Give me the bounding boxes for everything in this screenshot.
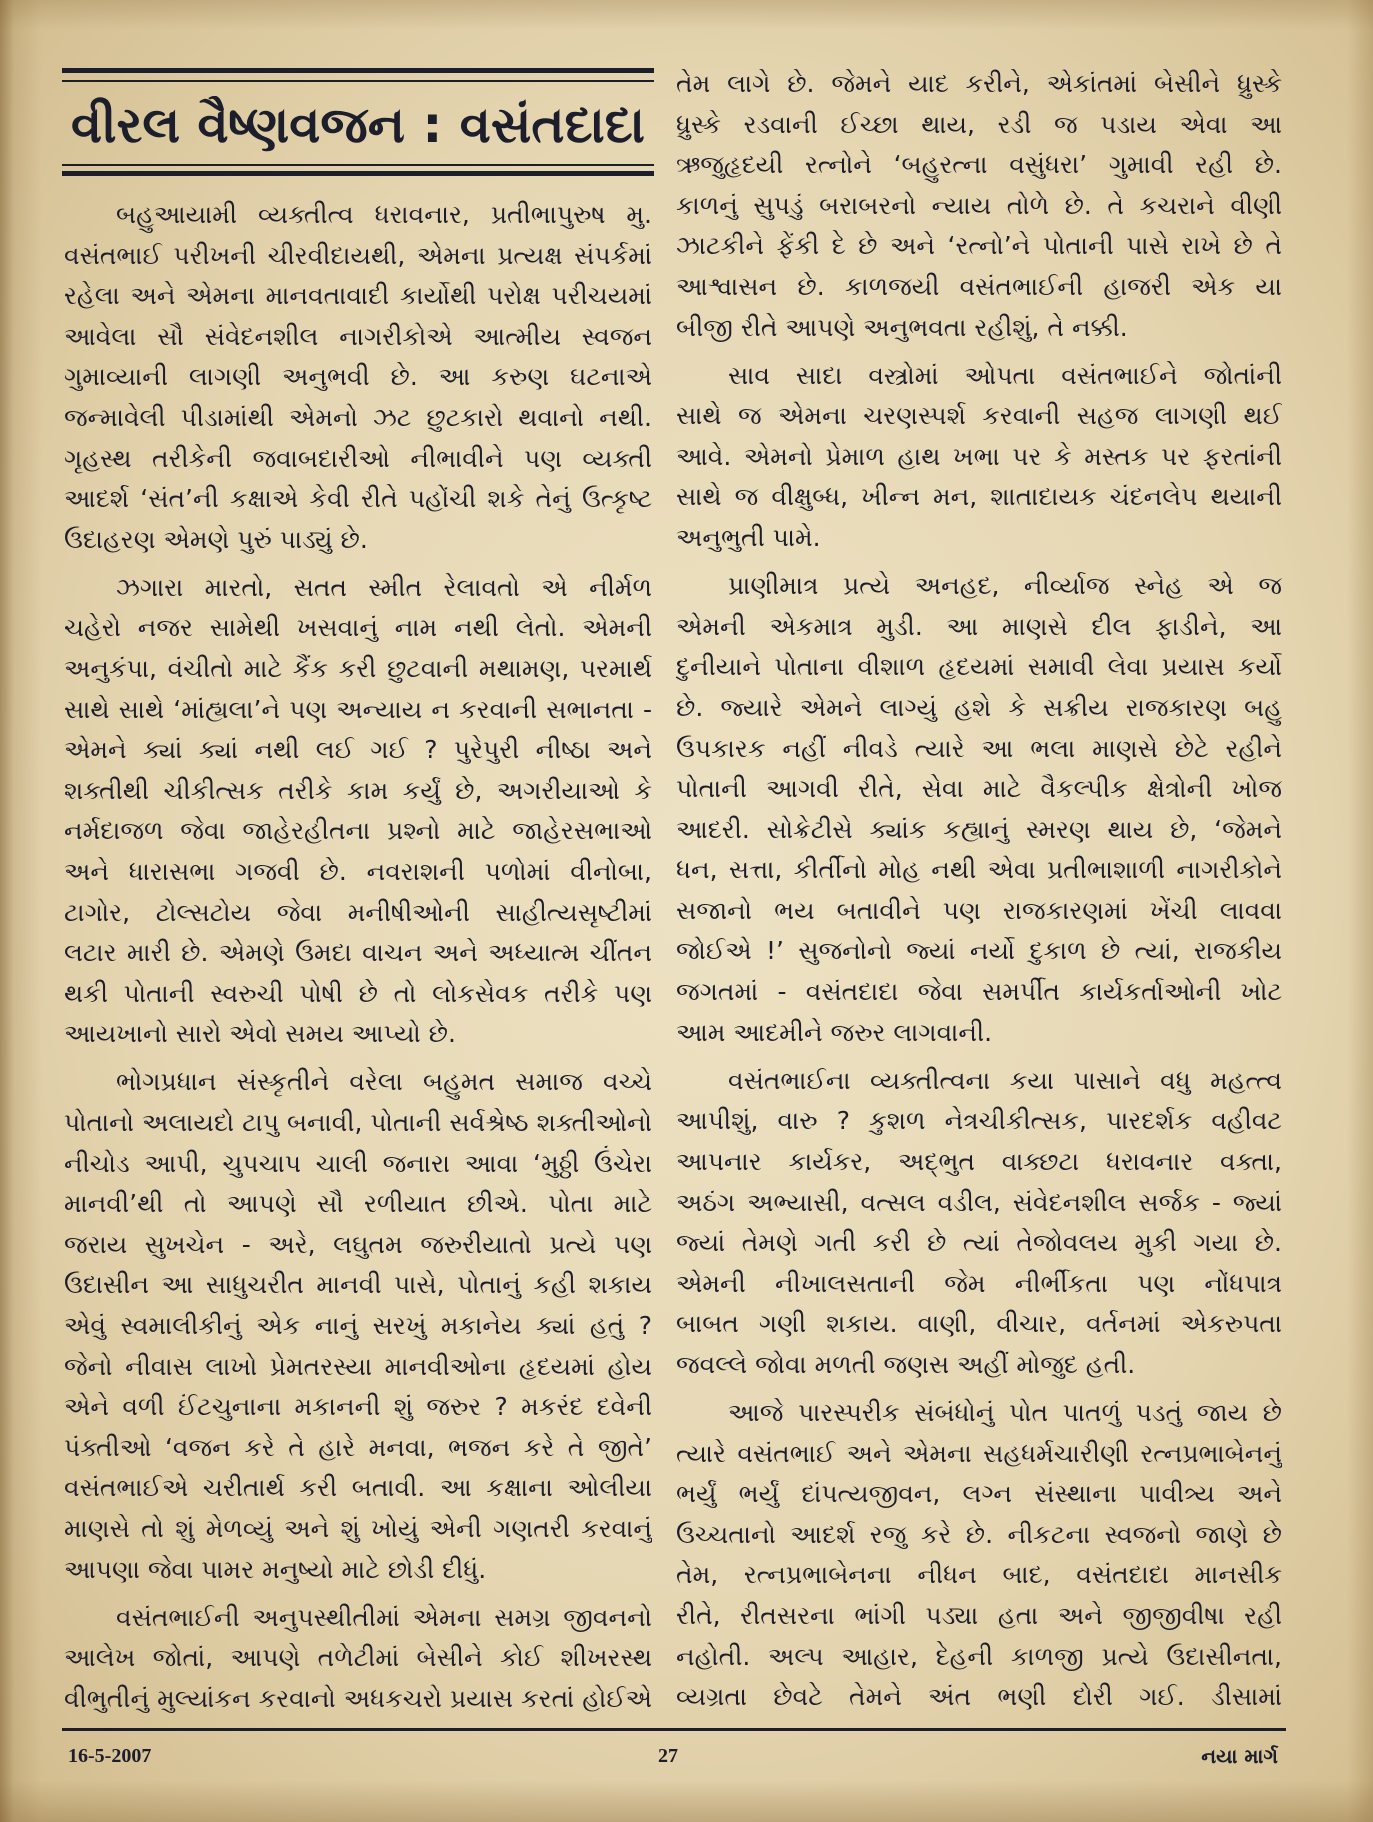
- footer-publication: નયા માર્ગ: [1201, 1744, 1278, 1768]
- text-line: આશ્વાસન છે. કાળજયી વસંતભાઈની હાજરી એક યા: [676, 271, 1282, 301]
- text-line: થકી પોતાની સ્વરુચી પોષી છે તો લોકસેવક તરીકે પણ: [64, 978, 652, 1008]
- text-line: ઝાટકીને ફેંકી દે છે અને ‘રત્નો’ને પોતાની પાસે રાખે છે તે: [676, 231, 1282, 261]
- text-line: રીતે, રીતસરના ભાંગી પડ્યા હતા અને જીજીવીષા રહી: [676, 1600, 1282, 1630]
- text-line: નહોતી. અલ્પ આહાર, દેહની કાળજી પ્રત્યે ઉદાસીનતા,: [676, 1641, 1282, 1671]
- text-line: નર્મદાજળ જેવા જાહેરહીતના પ્રશ્નો માટે જાહેરસભાઓ: [64, 816, 652, 846]
- text-line: સજાનો ભય બતાવીને પણ રાજકારણમાં ખેંચી લાવવા: [676, 895, 1282, 925]
- text-line: ઉચ્ચતાનો આદર્શ રજુ કરે છે. નીકટના સ્વજનો જાણે છે: [676, 1519, 1282, 1549]
- text-line: વસંતભાઈએ ચરીતાર્થ કરી બતાવી. આ કક્ષાના ઓલીયા: [64, 1473, 652, 1503]
- title-rule-bottom-thick: [62, 171, 654, 176]
- title-rule-top-thick: [62, 68, 654, 73]
- footer-page-number: 27: [658, 1745, 678, 1767]
- paragraph: [676, 1061, 1282, 1386]
- text-line: જોઈએ !’ સુજનોનો જ્યાં નર્યો દુકાળ છે ત્યાં, રાજકીય: [676, 936, 1282, 966]
- text-line: લટાર મારી છે. એમણે ઉમદા વાચન અને અધ્યાત્મ ચીંતન: [64, 938, 652, 968]
- text-line: ગૃહસ્થ તરીકેની જવાબદારીઓ નીભાવીને પણ વ્યક્તી: [64, 443, 652, 473]
- text-line: અનુકંપા, વંચીતો માટે કૈંક કરી છુટવાની મથામણ, પરમાર્થ: [64, 654, 652, 684]
- text-line: સાથે જ એમના ચરણસ્પર્શ કરવાની સહજ લાગણી થઈ: [676, 401, 1282, 431]
- paragraph: [676, 566, 1282, 1053]
- text-line: પોતાનો અલાયદો ટાપુ બનાવી, પોતાની સર્વશ્રેષ્ઠ શક્તીઓનો: [64, 1108, 652, 1138]
- text-line: પોતાની આગવી રીતે, સેવા માટે વૈકલ્પીક ક્ષેત્રોની ખોજ: [676, 774, 1282, 804]
- text-line: આવે. એમનો પ્રેમાળ હાથ ખભા પર કે મસ્તક પર ફરતાંની: [676, 441, 1282, 471]
- text-line: એમની એકમાત્ર મુડી. આ માણસે દીલ ફાડીને, આ: [676, 611, 1282, 641]
- paragraph: [676, 356, 1282, 559]
- footer-rule: [62, 1728, 1286, 1731]
- text-line: એમને ક્યાં ક્યાં નથી લઈ ગઈ ? પુરેપુરી નીષ્ઠા અને: [64, 735, 652, 765]
- text-line: વસંતભાઈના વ્યક્તીત્વના કયા પાસાને વધુ મહત્ત્વ: [728, 1065, 1282, 1095]
- text-line: પ્રાણીમાત્ર પ્રત્યે અનહદ, નીર્વ્યાજ સ્નેહ એ જ: [728, 571, 1282, 601]
- text-line: આલેખ જોતાં, આપણે તળેટીમાં બેસીને કોઈ શીખરસ્થ: [64, 1643, 652, 1673]
- text-line: તેમ, રત્નપ્રભાબેનના નીધન બાદ, વસંતદાદા માનસીક: [676, 1560, 1282, 1590]
- text-line: આયખાનો સારો એવો સમય આપ્યો છે.: [64, 1019, 456, 1049]
- text-line: તેમ લાગે છે. જેમને યાદ કરીને, એકાંતમાં બેસીને ધ્રુસ્કે: [676, 69, 1282, 98]
- text-line: ભોગપ્રધાન સંસ્કૃતીને વરેલા બહુમત સમાજ વચ્ચે: [116, 1067, 652, 1097]
- text-line: સાથે જ વીક્ષુબ્ધ, ખીન્ન મન, શાતાદાયક ચંદનલેપ થયાની: [676, 482, 1282, 512]
- text-line: અઠંગ અભ્યાસી, વત્સલ વડીલ, સંવેદનશીલ સર્જક - જ્યાં: [676, 1187, 1282, 1217]
- text-line: રહેલા અને એમના માનવતાવાદી કાર્યોથી પરોક્ષ પરીચયમાં: [64, 281, 652, 311]
- text-line: આવેલા સૌ સંવેદનશીલ નાગરીકોએ આત્મીય સ્વજન: [64, 321, 652, 351]
- text-line: કાળનું સુપડું બરાબરનો ન્યાય તોળે છે. તે કચરાને વીણી: [676, 190, 1282, 220]
- text-line: બીજી રીતે આપણે અનુભવતા રહીશું, તે નક્કી.: [676, 312, 1128, 342]
- paragraph: [64, 1598, 652, 1720]
- text-line: નીચોડ આપી, ચુપચાપ ચાલી જનારા આવા ‘મુઠ્ઠી ઉંચેરા: [64, 1148, 652, 1178]
- text-line: ભર્યું ભર્યું દાંપત્યજીવન, લગ્ન સંસ્થાના પાવીત્ર્ય અને: [676, 1479, 1282, 1509]
- right-column: [676, 64, 1282, 1718]
- text-line: છે. જ્યારે એમને લાગ્યું હશે કે સક્રીય રાજકારણ બહુ: [676, 692, 1282, 722]
- text-line: વસંતભાઈ પરીખની ચીરવીદાયથી, એમના પ્રત્યક્ષ સંપર્કમાં: [64, 240, 652, 270]
- text-line: આદરી. સોક્રેટીસે ક્યાંક કહ્યાનું સ્મરણ થાય છે, ‘જેમને: [676, 814, 1282, 844]
- text-line: પંક્તીઓ ‘વજન કરે તે હારે મનવા, ભજન કરે તે જીતે’: [64, 1432, 652, 1462]
- text-line: માણસે તો શું મેળવ્યું અને શું ખોયું એની ગણતરી કરવાનું: [64, 1514, 652, 1543]
- article-title: વીરલ વૈષ્ણવજન : વસંતદાદા: [71, 96, 645, 154]
- paragraph: [676, 64, 1282, 348]
- text-line: ધન, સત્તા, કીર્તીનો મોહ નથી એવા પ્રતીભાશાળી નાગરીકોને: [676, 855, 1282, 885]
- text-line: અને ધારાસભા ગજવી છે. નવરાશની પળોમાં વીનોબા,: [64, 857, 652, 886]
- text-line: જવલ્લે જોવા મળતી જણસ અહીં મોજુદ હતી.: [676, 1349, 1136, 1379]
- text-line: એમની નીખાલસતાની જેમ નીર્ભીકતા પણ નોંધપાત્ર: [676, 1268, 1282, 1298]
- text-line: એને વળી ઈંટચુનાના મકાનની શું જરુર ? મકરંદ દવેની: [64, 1392, 652, 1422]
- text-line: શક્તીથી ચીકીત્સક તરીકે કામ કર્યું છે, અગરીયાઓ કે: [64, 775, 652, 805]
- paragraph: [676, 1393, 1282, 1718]
- text-line: ધ્રુસ્કે રડવાની ઈચ્છા થાય, રડી જ પડાય એવા આ: [676, 109, 1282, 139]
- paragraph: [64, 568, 652, 1055]
- text-line: જગતમાં - વસંતદાદા જેવા સમર્પીત કાર્યકર્તાઓની ખોટ: [676, 977, 1282, 1007]
- text-line: ગુમાવ્યાની લાગણી અનુભવી છે. આ કરુણ ઘટનાએ: [64, 362, 652, 392]
- text-line: વસંતભાઈની અનુપસ્થીતીમાં એમના સમગ્ર જીવનનો: [116, 1602, 652, 1632]
- text-line: આજે પારસ્પરીક સંબંધોનું પોત પાતળું પડતું જાય છે: [728, 1398, 1282, 1427]
- text-line: માનવી’થી તો આપણે સૌ રળીયાત છીએ. પોતા માટે: [64, 1189, 652, 1219]
- text-line: ઉપકારક નહીં નીવડે ત્યારે આ ભલા માણસે છેટે રહીને: [676, 733, 1282, 763]
- text-line: વ્યગ્રતા છેવટે તેમને અંત ભણી દોરી ગઈ. ડીસામાં: [676, 1682, 1282, 1712]
- text-line: ત્યારે વસંતભાઈ અને એમના સહધર્મચારીણી રત્નપ્રભાબેનનું: [676, 1438, 1282, 1468]
- text-line: સાથે સાથે ‘માંહ્યલા’ને પણ અન્યાય ન કરવાની સભાનતા -: [64, 694, 652, 724]
- text-line: સાવ સાદા વસ્ત્રોમાં ઓપતા વસંતભાઈને જોતાંની: [728, 360, 1282, 390]
- text-line: જરાય સુખચેન - અરે, લઘુતમ જરુરીયાતો પ્રત્યે પણ: [64, 1229, 652, 1259]
- text-line: અનુભુતી પામે.: [676, 523, 821, 553]
- paragraph: [64, 1062, 652, 1590]
- text-line: જન્માવેલી પીડામાંથી એમનો ઝટ છુટકારો થવાનો નથી.: [64, 402, 652, 432]
- text-line: બહુઆયામી વ્યક્તીત્વ ધરાવનાર, પ્રતીભાપુરુષ મુ.: [116, 200, 652, 229]
- text-line: ઝગારા મારતો, સતત સ્મીત રેલાવતો એ નીર્મળ: [116, 572, 652, 602]
- paragraph: [64, 195, 652, 560]
- text-line: આપણા જેવા પામર મનુષ્યો માટે છોડી દીધું.: [64, 1554, 487, 1584]
- text-line: ઉદાસીન આ સાધુચરીત માનવી પાસે, પોતાનું કહી શકાય: [64, 1270, 652, 1300]
- title-rule-bottom-thin: [62, 164, 654, 166]
- footer-date: 16-5-2007: [68, 1745, 152, 1767]
- text-line: દુનીયાને પોતાના વીશાળ હૃદયમાં સમાવી લેવા પ્રયાસ કર્યો: [676, 652, 1282, 682]
- text-line: જ્યાં તેમણે ગતી કરી છે ત્યાં તેજોવલય મુકી ગયા છે.: [676, 1228, 1282, 1258]
- text-line: આમ આદમીને જરુર લાગવાની.: [676, 1017, 993, 1047]
- text-line: વીભુતીનું મુલ્યાંકન કરવાનો અધકચરો પ્રયાસ કરતાં હોઈએ: [64, 1683, 652, 1713]
- text-line: ચહેરો નજર સામેથી ખસવાનું નામ નથી લેતો. એમની: [64, 613, 652, 643]
- text-line: જેનો નીવાસ લાખો પ્રેમતરસ્યા માનવીઓના હૃદયમાં હોય: [64, 1351, 652, 1381]
- text-line: ઋજુહૃદયી રત્નોને ‘બહુરત્ના વસુંધરા’ ગુમાવી રહી છે.: [676, 150, 1282, 180]
- text-line: આદર્શ ‘સંત’ની કક્ષાએ કેવી રીતે પહોંચી શકે તેનું ઉત્કૃષ્ટ: [64, 484, 652, 514]
- left-column: [64, 195, 652, 1719]
- title-rule-top-thin: [62, 80, 654, 82]
- text-line: આપનાર કાર્યકર, અદ્ભુત વાક્છટા ધરાવનાર વક્તા,: [676, 1146, 1282, 1176]
- text-line: ઉદાહરણ એમણે પુરું પાડ્યું છે.: [64, 524, 368, 554]
- text-line: ટાગોર, ટોલ્સટોય જેવા મનીષીઓની સાહીત્યસૃષ્ટીમાં: [64, 897, 652, 927]
- text-line: આપીશું, વારુ ? કુશળ નેત્રચીકીત્સક, પારદર્શક વહીવટ: [676, 1106, 1282, 1136]
- text-line: એવું સ્વમાલીકીનું એક નાનું સરખું મકાનેય ક્યાં હતું ?: [64, 1311, 652, 1341]
- text-line: બાબત ગણી શકાય. વાણી, વીચાર, વર્તનમાં એકરુપતા: [676, 1309, 1282, 1339]
